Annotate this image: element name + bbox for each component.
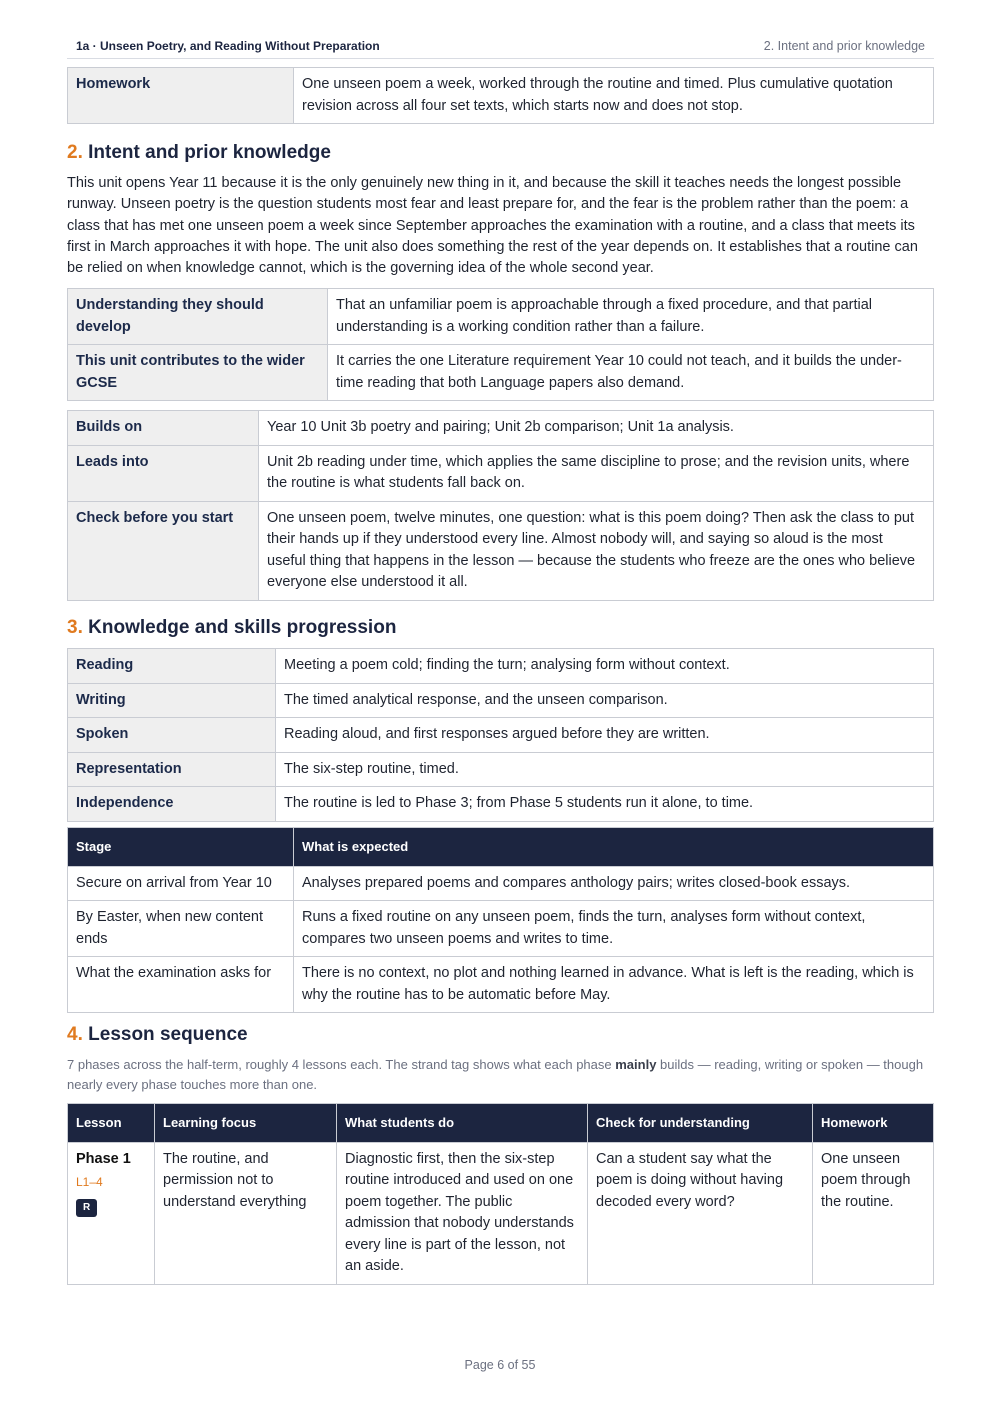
stage-cell: What the examination asks for: [68, 957, 294, 1013]
table-row: [68, 683, 934, 718]
row-label: Spoken: [68, 718, 276, 753]
row-value: It carries the one Literature requirement Year 10 could not teach, and it builds the under-time reading that both Language papers also demand.: [328, 345, 934, 401]
column-header: Stage: [68, 828, 294, 867]
stage-cell: By Easter, when new content ends: [68, 901, 294, 957]
lesson-range: L1–4: [76, 1175, 103, 1189]
unit-title: 1a · Unseen Poetry, and Reading Without Preparation: [76, 39, 380, 53]
section-title: Lesson sequence: [88, 1024, 248, 1045]
strand-tag: R: [76, 1199, 97, 1217]
links-table: [67, 410, 934, 601]
table-header-row: [68, 1104, 934, 1143]
row-label: Leads into: [68, 445, 259, 501]
activity-cell: Diagnostic first, then the six-step routine introduced and used on one poem together. The public admission that nobody understands every line is part of the lesson, not an aside.: [337, 1142, 588, 1284]
row-label: Understanding they should develop: [68, 289, 328, 345]
row-label: Representation: [68, 752, 276, 787]
focus-cell: The routine, and permission not to understand everything: [155, 1142, 337, 1284]
section-heading-2: [67, 142, 331, 164]
section-heading-3: [67, 617, 396, 639]
section-number: 2.: [67, 142, 83, 163]
sequence-note: [67, 1055, 934, 1095]
row-value: Meeting a poem cold; finding the turn; analysing form without context.: [276, 649, 934, 684]
section-title: 2. Intent and prior knowledge: [763, 39, 925, 53]
section-number: 4.: [67, 1024, 83, 1045]
table-row: [68, 866, 934, 901]
row-label: Builds on: [68, 411, 259, 446]
row-value: The six-step routine, timed.: [276, 752, 934, 787]
table-row: [68, 649, 934, 684]
row-value: One unseen poem a week, worked through the routine and timed. Plus cumulative quotation revision across all four set texts, which starts now and does not stop.: [294, 68, 934, 124]
column-header: Homework: [813, 1104, 934, 1143]
table-row: [68, 787, 934, 822]
homework-cell: One unseen poem through the routine.: [813, 1142, 934, 1284]
strands-table: [67, 648, 934, 822]
phase-title: Phase 1: [76, 1150, 131, 1167]
row-value: Reading aloud, and first responses argued before they are written.: [276, 718, 934, 753]
expected-cell: There is no context, no plot and nothing learned in advance. What is left is the reading, which is why the routine has to be automatic before May.: [294, 957, 934, 1013]
expected-cell: Analyses prepared poems and compares anthology pairs; writes closed-book essays.: [294, 866, 934, 901]
section-number: 3.: [67, 617, 83, 638]
table-row: [68, 752, 934, 787]
note-text: 7 phases across the half-term, roughly 4 lessons each. The strand tag shows what each phase: [67, 1057, 616, 1072]
column-header: What is expected: [294, 828, 934, 867]
stage-cell: Secure on arrival from Year 10: [68, 866, 294, 901]
row-label: Writing: [68, 683, 276, 718]
running-header: [67, 38, 934, 59]
row-value: The routine is led to Phase 3; from Phase 5 students run it alone, to time.: [276, 787, 934, 822]
page-number: Page 6 of 55: [464, 1358, 536, 1372]
column-header: Check for understanding: [588, 1104, 813, 1143]
column-header: What students do: [337, 1104, 588, 1143]
row-label: Independence: [68, 787, 276, 822]
table-row: [68, 901, 934, 957]
lesson-cell: [68, 1142, 155, 1284]
row-label: This unit contributes to the wider GCSE: [68, 345, 328, 401]
table-row: [68, 345, 934, 401]
table-row: [68, 501, 934, 600]
section-heading-4: [67, 1024, 248, 1046]
lesson-sequence-table: [67, 1103, 934, 1285]
row-label: Reading: [68, 649, 276, 684]
table-row: [68, 411, 934, 446]
row-value: Year 10 Unit 3b poetry and pairing; Unit 2b comparison; Unit 1a analysis.: [259, 411, 934, 446]
row-value: One unseen poem, twelve minutes, one question: what is this poem doing? Then ask the class to put their hands up if they understood every line. Almost nobody will, and saying so aloud is the most useful thing that happens in the lesson — because the students who freeze are the ones who believe everyone else understood it all.: [259, 501, 934, 600]
table-row: [68, 957, 934, 1013]
intent-paragraph: This unit opens Year 11 because it is the only genuinely new thing in it, and because the skill it teaches needs the longest possible runway. Unseen poetry is the question students most fear and least prepare for, and the fear is the problem rather than the poem: a class that has met one unseen poem a week since September approaches the examination with a routine, and a class that meets its first in March approaches it with hope. The unit also does something the rest of the year depends on. It establishes that a routine can be relied on when knowledge cannot, which is the governing idea of the whole second year.: [67, 175, 918, 277]
section-title: Knowledge and skills progression: [88, 617, 397, 638]
stages-table: [67, 827, 934, 1013]
note-emphasis: mainly: [615, 1057, 657, 1072]
row-value: Unit 2b reading under time, which applies the same discipline to prose; and the revision units, where the routine is what students fall back on.: [259, 445, 934, 501]
row-value: The timed analytical response, and the unseen comparison.: [276, 683, 934, 718]
table-row: [68, 289, 934, 345]
column-header: Learning focus: [155, 1104, 337, 1143]
section-title: Intent and prior knowledge: [88, 142, 331, 163]
table-row: [68, 68, 934, 124]
table-row: [68, 718, 934, 753]
check-cell: Can a student say what the poem is doing without having decoded every word?: [588, 1142, 813, 1284]
column-header: Lesson: [68, 1104, 155, 1143]
row-label: Check before you start: [68, 501, 259, 600]
row-label: Homework: [68, 68, 294, 124]
table-row: [68, 1142, 934, 1284]
table-header-row: [68, 828, 934, 867]
row-value: That an unfamiliar poem is approachable through a fixed procedure, and that partial understanding is a working condition rather than a failure.: [328, 289, 934, 345]
intent-table: [67, 288, 934, 401]
table-row: [68, 445, 934, 501]
homework-table: [67, 67, 934, 124]
expected-cell: Runs a fixed routine on any unseen poem, finds the turn, analyses form without context, compares two unseen poems and writes to time.: [294, 901, 934, 957]
note-text: builds — reading, writing or spoken — though nearly every phase touches more than one.: [67, 1057, 924, 1092]
